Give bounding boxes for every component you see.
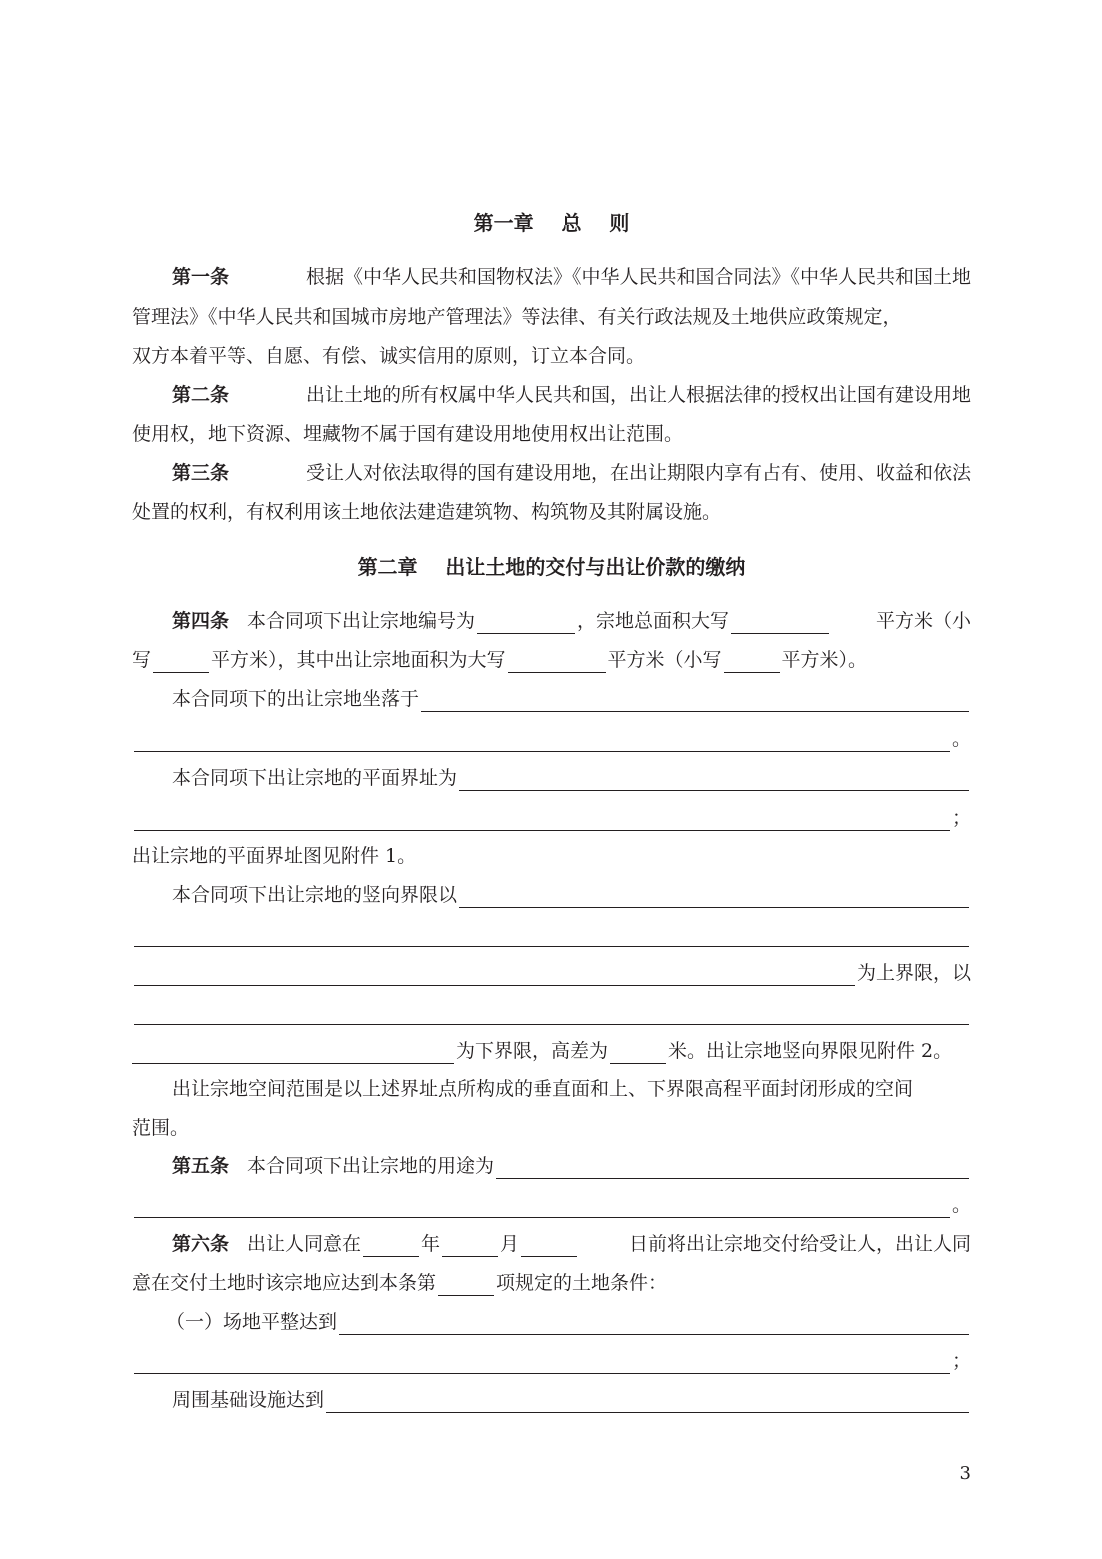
location-text: 本合同项下的出让宗地坐落于: [172, 688, 420, 710]
vertical-field-continued[interactable]: [134, 926, 969, 947]
article-4-line-1: [132, 600, 971, 640]
site-leveling-field[interactable]: [339, 1314, 969, 1335]
vertical-line-5: [132, 1030, 971, 1070]
page-number: 3: [959, 1463, 971, 1484]
site-leveling-field-continued[interactable]: [134, 1353, 950, 1374]
article-6-text-6: 项规定的土地条件：: [496, 1272, 668, 1294]
land-use-field[interactable]: [496, 1158, 969, 1179]
article-2-text-1: 出让土地的所有权属中华人民共和国，出让人根据法律的授权出让国有建设用地: [305, 384, 971, 406]
article-4-text-7: 平方米）。: [781, 649, 868, 671]
boundary-annex-text: 出让宗地的平面界址图见附件 1。: [132, 845, 417, 867]
vertical-text-3: 为下界限，高差为: [456, 1040, 609, 1062]
article-4-text-5: 平方米），其中出让宗地面积为大写: [211, 649, 506, 671]
vertical-line-4: [132, 991, 971, 1031]
space-line-2: [132, 1107, 971, 1147]
space-line-1: [132, 1068, 971, 1108]
lower-limit-field-continued[interactable]: [132, 1043, 454, 1064]
article-2-line-1: [132, 374, 971, 414]
article-3-line-1: [132, 452, 971, 492]
boundary-end-mark: ；: [951, 807, 971, 829]
article-4-text-1: 本合同项下出让宗地编号为: [247, 610, 476, 632]
boundary-text: 本合同项下出让宗地的平面界址为: [172, 767, 458, 789]
lower-limit-field[interactable]: [134, 1004, 969, 1025]
transfer-area-digits-field[interactable]: [724, 652, 780, 673]
vertical-text-1: 本合同项下出让宗地的竖向界限以: [172, 884, 458, 906]
chapter-1-title: 第一章 总 则: [473, 211, 630, 235]
article-1-label: 第一条: [172, 266, 230, 288]
delivery-day-field[interactable]: [521, 1236, 577, 1257]
article-2-line-2: [132, 413, 971, 453]
transfer-area-words-field[interactable]: [508, 652, 606, 673]
article-4-line-2: [132, 639, 971, 679]
article-1-text-1: 根据《中华人民共和国物权法》《中华人民共和国合同法》《中华人民共和国土地: [305, 266, 971, 288]
delivery-year-field[interactable]: [363, 1236, 419, 1257]
condition-1-line-1: [132, 1301, 971, 1341]
location-field-continued[interactable]: [134, 731, 950, 752]
vertical-line-2: [132, 913, 971, 953]
space-text-2: 范围。: [132, 1117, 190, 1139]
vertical-field[interactable]: [459, 887, 969, 908]
article-1-text-2: 管理法》《中华人民共和国城市房地产管理法》等法律、有关行政法规及土地供应政策规定，: [132, 306, 902, 328]
condition-1-text: （一）场地平整达到: [166, 1311, 338, 1333]
article-2-label: 第二条: [172, 384, 230, 406]
vertical-text-4: 米。出让宗地竖向界限见附件 2。: [668, 1040, 953, 1062]
location-line-1: [132, 678, 971, 718]
article-1-text-3: 双方本着平等、自愿、有偿、诚实信用的原则，订立本合同。: [132, 345, 646, 367]
article-4-text-3: 平方米（小: [875, 610, 971, 632]
condition-1-line-2: [132, 1340, 971, 1380]
article-5-line-2: [132, 1184, 971, 1224]
height-difference-field[interactable]: [610, 1043, 666, 1064]
article-1-line-1: [132, 256, 971, 296]
article-3-text-1: 受让人对依法取得的国有建设用地，在出让期限内享有占有、使用、收益和依法: [305, 462, 971, 484]
infrastructure-field[interactable]: [326, 1392, 969, 1413]
article-6-label: 第六条: [172, 1233, 230, 1255]
article-5-end-mark: 。: [951, 1194, 971, 1216]
total-area-words-field[interactable]: [731, 613, 829, 634]
article-3-text-2: 处置的权利，有权利用该土地依法建造建筑物、构筑物及其附属设施。: [132, 501, 722, 523]
article-6-text-1: 出让人同意在: [247, 1233, 362, 1255]
article-4-label: 第四条: [172, 610, 230, 632]
article-6-text-5: 意在交付土地时该宗地应达到本条第: [132, 1272, 437, 1294]
article-2-text-2: 使用权，地下资源、埋藏物不属于国有建设用地使用权出让范围。: [132, 423, 684, 445]
article-5-text: 本合同项下出让宗地的用途为: [247, 1155, 495, 1177]
article-4-text-2: ，宗地总面积大写: [577, 610, 730, 632]
article-1-line-2: [132, 296, 971, 336]
vertical-line-1: [132, 874, 971, 914]
vertical-line-3: [132, 952, 971, 992]
delivery-month-field[interactable]: [442, 1236, 498, 1257]
article-4-text-6: 平方米（小写: [607, 649, 722, 671]
article-1-line-3: [132, 335, 971, 375]
boundary-field-continued[interactable]: [134, 810, 950, 831]
condition-item-field[interactable]: [438, 1275, 494, 1296]
boundary-line-2: [132, 797, 971, 837]
location-end-mark: 。: [951, 728, 971, 750]
article-6-text-2: 年: [421, 1233, 441, 1255]
article-6-line-1: [132, 1223, 971, 1263]
boundary-line-1: [132, 757, 971, 797]
location-line-2: [132, 718, 971, 758]
space-text-1: 出让宗地空间范围是以上述界址点所构成的垂直面和上、下界限高程平面封闭形成的空间: [172, 1078, 914, 1100]
parcel-number-field[interactable]: [477, 613, 575, 634]
boundary-line-3: [132, 835, 971, 875]
article-3-line-2: [132, 491, 971, 531]
location-field[interactable]: [421, 691, 969, 712]
infrastructure-text: 周围基础设施达到: [172, 1389, 325, 1411]
upper-limit-field[interactable]: [134, 965, 855, 986]
total-area-digits-field[interactable]: [153, 652, 209, 673]
article-5-label: 第五条: [172, 1155, 230, 1177]
chapter-2-title: 第二章 出让土地的交付与出让价款的缴纳: [357, 555, 746, 579]
vertical-text-2: 为上界限，以: [856, 962, 971, 984]
condition-1-end-mark: ；: [951, 1350, 971, 1372]
article-6-text-3: 月: [500, 1233, 520, 1255]
article-6-line-2: [132, 1262, 971, 1302]
article-5-line-1: [132, 1145, 971, 1185]
condition-1-line-3: [132, 1379, 971, 1419]
land-use-field-continued[interactable]: [134, 1197, 950, 1218]
article-6-text-4: 日前将出让宗地交付给受让人，出让人同: [628, 1233, 971, 1255]
article-4-text-4: 写: [132, 649, 152, 671]
boundary-field[interactable]: [459, 770, 969, 791]
article-3-label: 第三条: [172, 462, 230, 484]
